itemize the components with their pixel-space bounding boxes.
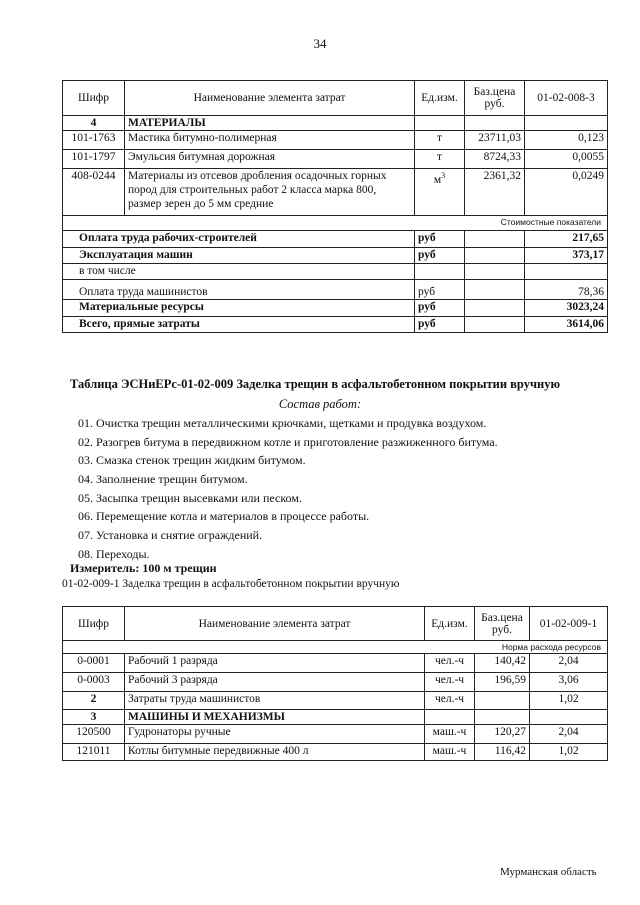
row-code: 408-0244 <box>63 169 125 216</box>
header-name: Наименование элемента затрат <box>125 81 415 116</box>
row-unit: т <box>415 131 465 150</box>
work-step: 05. Засыпка трещин высевками или песком. <box>78 490 302 505</box>
row-price <box>475 692 530 710</box>
row-code: 121011 <box>63 744 125 761</box>
header-price: Баз.цена руб. <box>465 81 525 116</box>
row-code: 101-1763 <box>63 131 125 150</box>
work-step: 08. Переходы. <box>78 546 150 561</box>
cost-name: Эксплуатация машин <box>63 248 415 264</box>
resource-table-2 <box>62 606 608 761</box>
row-unit: чел.-ч <box>425 673 475 692</box>
norm-caption-row <box>63 641 608 654</box>
section-title: МАТЕРИАЛЫ <box>125 116 415 131</box>
table-header <box>63 607 608 641</box>
cost-unit: руб <box>415 248 465 264</box>
header-unit: Ед.изм. <box>415 81 465 116</box>
table-row <box>63 131 608 150</box>
row-value: 0,0249 <box>525 169 608 216</box>
work-composition-heading: Состав работ: <box>278 397 362 411</box>
cost-unit: руб <box>415 231 465 248</box>
work-step: 07. Установка и снятие ограждений. <box>78 528 263 543</box>
work-step: 03. Смазка стенок трещин жидким битумом. <box>78 453 306 468</box>
work-step: 04. Заполнение трещин битумом. <box>78 472 248 487</box>
row-price: 2361,32 <box>465 169 525 216</box>
row-value: 0,0055 <box>525 150 608 169</box>
row-value: 3,06 <box>530 673 608 692</box>
cost-name: Оплата труда машинистов <box>63 280 415 300</box>
header-norm: 01-02-008-3 <box>525 81 608 116</box>
cost-value <box>525 264 608 280</box>
row-unit: чел.-ч <box>425 654 475 673</box>
row-name: Эмульсия битумная дорожная <box>125 150 415 169</box>
row-price: 196,59 <box>475 673 530 692</box>
measure-unit: Измеритель: 100 м трещин <box>70 561 217 575</box>
header-price: Баз.цена руб. <box>475 607 530 641</box>
row-name: Рабочий 3 разряда <box>125 673 425 692</box>
work-steps-list <box>78 414 498 564</box>
row-unit: маш.-ч <box>425 725 475 744</box>
cost-unit: руб <box>415 300 465 317</box>
row-value: 1,02 <box>530 744 608 761</box>
row-value: 0,123 <box>525 131 608 150</box>
row-code: 120500 <box>63 725 125 744</box>
table-row <box>63 169 608 216</box>
resource-table-1 <box>62 80 608 333</box>
norm-code-line: 01-02-009-1 Заделка трещин в асфальтобетонном покрытии вручную <box>62 578 400 590</box>
header-norm: 01-02-009-1 <box>530 607 608 641</box>
cost-name: Всего, прямые затраты <box>63 317 415 333</box>
norm-caption: Норма расхода ресурсов <box>63 641 608 654</box>
row-value: 1,02 <box>530 692 608 710</box>
cost-value: 3614,06 <box>525 317 608 333</box>
cost-row <box>63 317 608 333</box>
work-step: 02. Разогрев битума в передвижном котле и приготовление разжиженного битума. <box>78 434 498 449</box>
cost-row <box>63 300 608 317</box>
row-price: 116,42 <box>475 744 530 761</box>
header-code: Шифр <box>63 607 125 641</box>
row-name: Материалы из отсевов дробления осадочных горных пород для строительных работ 2 класса марка 800, размер зерен до 5 мм средние <box>125 169 415 216</box>
row-unit: чел.-ч <box>425 692 475 710</box>
row-price: 120,27 <box>475 725 530 744</box>
cost-value: 373,17 <box>525 248 608 264</box>
row-code: 101-1797 <box>63 150 125 169</box>
table-row <box>63 725 608 744</box>
row-value: 2,04 <box>530 725 608 744</box>
table-row <box>63 692 608 710</box>
row-price: 140,42 <box>475 654 530 673</box>
row-unit: т <box>415 150 465 169</box>
cost-unit: руб <box>415 317 465 333</box>
header-unit: Ед.изм. <box>425 607 475 641</box>
section-row <box>63 710 608 725</box>
section-number: 4 <box>63 116 125 131</box>
row-code: 2 <box>63 692 125 710</box>
section-number: 3 <box>63 710 125 725</box>
header-code: Шифр <box>63 81 125 116</box>
cost-value: 217,65 <box>525 231 608 248</box>
cost-caption-row <box>63 216 608 231</box>
table-row <box>63 654 608 673</box>
row-code: 0-0003 <box>63 673 125 692</box>
region-footer: Мурманская область <box>500 866 597 878</box>
cost-row <box>63 264 608 280</box>
cost-name: Оплата труда рабочих-строителей <box>63 231 415 248</box>
row-price: 23711,03 <box>465 131 525 150</box>
row-code: 0-0001 <box>63 654 125 673</box>
cost-row <box>63 280 608 300</box>
row-unit: маш.-ч <box>425 744 475 761</box>
cost-caption: Стоимостные показатели <box>63 216 608 231</box>
table-row <box>63 673 608 692</box>
cost-value: 78,36 <box>525 280 608 300</box>
row-name: Мастика битумно-полимерная <box>125 131 415 150</box>
cost-name: Материальные ресурсы <box>63 300 415 317</box>
table-row <box>63 150 608 169</box>
row-unit: $м^3$ <box>415 169 465 216</box>
row-name: Котлы битумные передвижные 400 л <box>125 744 425 761</box>
work-step: 01. Очистка трещин металлическими крючками, щетками и продувка воздухом. <box>78 416 487 430</box>
section-row <box>63 116 608 131</box>
cost-unit: руб <box>415 280 465 300</box>
cost-row <box>63 248 608 264</box>
table-header <box>63 81 608 116</box>
row-name: Гудронаторы ручные <box>125 725 425 744</box>
table-row <box>63 744 608 761</box>
cost-name: в том числе <box>63 264 415 280</box>
work-step: 06. Перемещение котла и материалов в процессе работы. <box>78 509 370 524</box>
cost-unit <box>415 264 465 280</box>
header-name: Наименование элемента затрат <box>125 607 425 641</box>
row-price: 8724,33 <box>465 150 525 169</box>
page-number: 34 <box>313 36 327 51</box>
cost-value: 3023,24 <box>525 300 608 317</box>
cost-row <box>63 231 608 248</box>
row-name: Затраты труда машинистов <box>125 692 425 710</box>
row-value: 2,04 <box>530 654 608 673</box>
row-name: Рабочий 1 разряда <box>125 654 425 673</box>
section-title: МАШИНЫ И МЕХАНИЗМЫ <box>125 710 425 725</box>
table-title: Таблица ЭСНиЕРс-01-02-009 Заделка трещин в асфальтобетонном покрытии вручную <box>70 377 560 391</box>
